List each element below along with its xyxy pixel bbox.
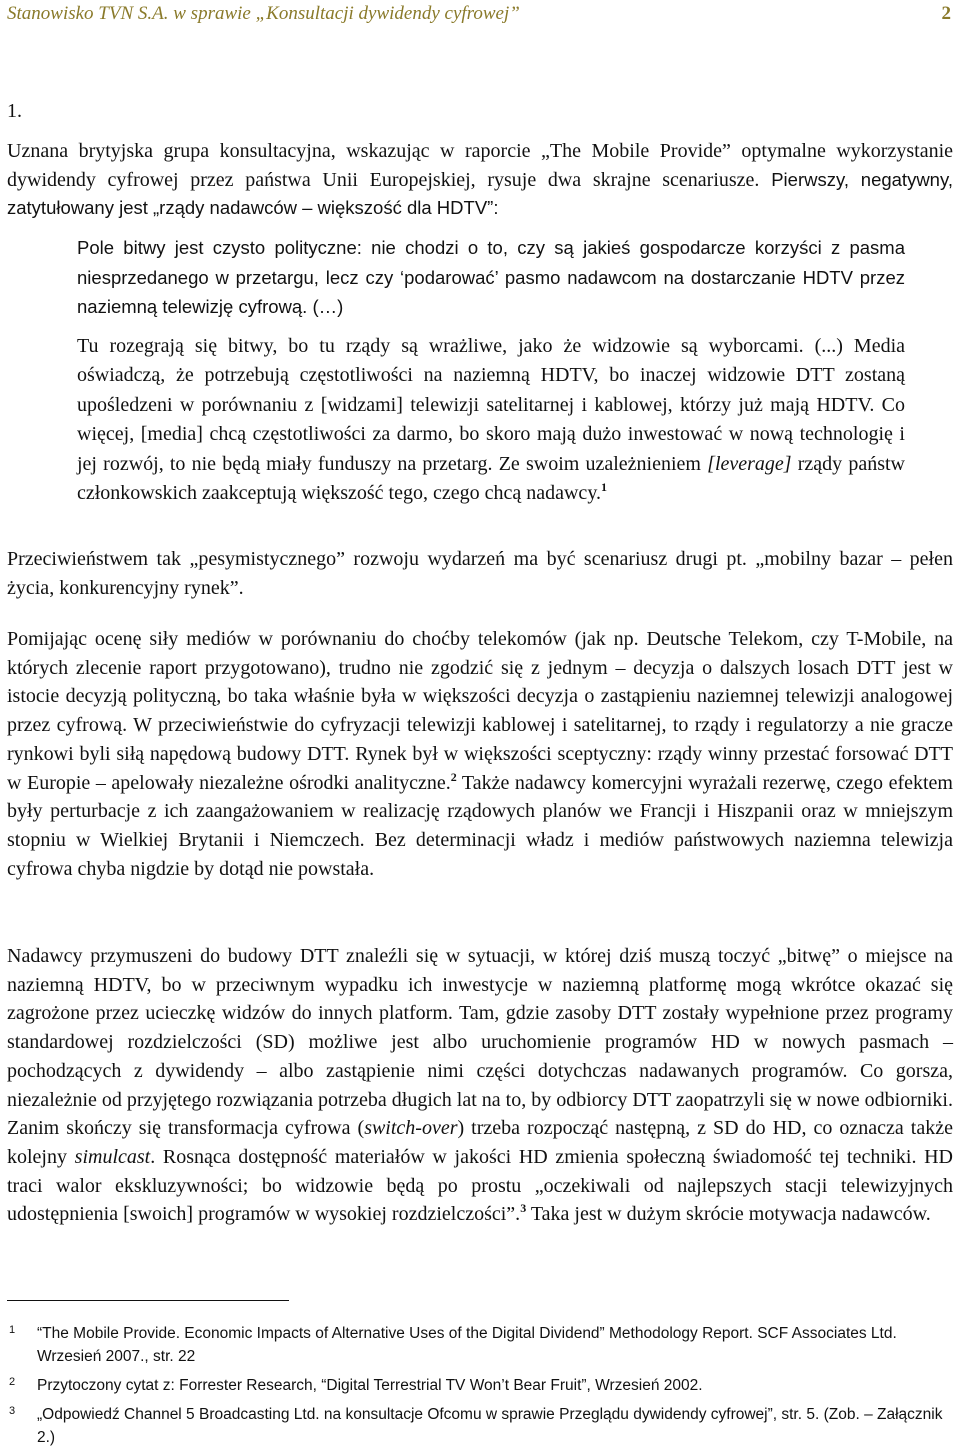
intro-sans-text: Pierwszy, negatywny, zatytułowany jest „rządy nadawców – większość dla HDTV”: (7, 168, 953, 219)
section-number: 1. (7, 100, 22, 122)
footnote-ref-3[interactable]: 3 (520, 1201, 527, 1216)
footnote-ref-1[interactable]: 1 (601, 480, 608, 494)
paragraph-intro (7, 137, 953, 223)
footnotes (7, 1322, 953, 1455)
paragraph-second-scenario: Przeciwieństwem tak „pesymistycznego” rozwoju wydarzeń ma być scenariusz drugi pt. „mobilny bazar – pełen życia, konkurencyjny rynek”. (7, 548, 953, 599)
quote-part-2: Tu rozegrają się bitwy, bo tu rządy są wrażliwe, jako że widzowie są wyborcami. (...) Media oświadczą, że potrzebują częstotliwości na naziemną HDTV, bo inaczej widzowie DTT zostaną upośledzeni w porównaniu z [widzami] telewizji satelitarnej i kablowej, którzy już mają HDTV. Co więcej, [media] chcą częstotliwości za darmo, bo skoro mają dużo inwestować w nową technologię i jej rozwój, to nie będą miały funduszy na przetarg. Ze swoim uzależnieniem [leverage] rządy państw członkowskich zaakceptują większość tego, czego chcą nadawcy.$^1$ (77, 334, 905, 504)
footnote-3: 3 „Odpowiedź Channel 5 Broadcasting Ltd. na konsultacje Ofcomu w sprawie Przeglądu dywidendy cyfrowej”, str. 5. (Zob. – Załącznik 2.) (9, 1405, 943, 1446)
footnote-2: 2 Przytoczony cytat z: Forrester Research, “Digital Terrestrial TV Won’t Bear Fruit”, Wrzesień 2002. (9, 1376, 703, 1394)
paragraph-analysis: Pomijając ocenę siły mediów w porównaniu do choćby telekomów (jak np. Deutsche Telekom, czy T-Mobile, na których zlecenie raport przygotowano), trudno nie zgodzić się z jednym – decyzja o dalszych losach DTT jest w istocie decyzją polityczną, bo taka właśnie była w większości decyzja o zastąpieniu naziemnej telewizji analogowej przez cyfrową. W przeciwieństwie do cyfryzacji telewizji kablowej i satelitarnej, to rządy i regulatorzy a nie gracze rynkowi byli siłą napędową budowy DTT. Rynek był w większości sceptyczny: rządy winny przestać forsować DTT w Europie – apelowały niezależne ośrodki analityczne.$^2$ Także nadawcy komercyjni wyrażali rezerwę, czego efektem były perturbacje z ich zaangażowaniem w realizację rządowych planów we Francji i Hiszpanii oraz w mniejszym stopniu w Wielkiej Brytanii i Niemczech. Bez determinacji władz i mediów państwowych naziemna telewizja cyfrowa chyba nigdzie by dotąd nie powstała. (7, 628, 953, 880)
paragraph-broadcasters: Nadawcy przymuszeni do budowy DTT znaleźli się w sytuacji, w której dziś muszą toczyć „bitwę” o miejsce na naziemną HDTV, bo w przeciwnym wypadku ich inwestycje w naziemną platformę mogą wkrótce okazać się zagrożone przez ucieczkę widzów do innych platform. Tam, gdzie zasoby DTT zostały wypełnione przez programy standardowej rozdzielczości (SD) możliwe jest albo uruchomienie programów HD w nowych pasmach – pochodzących z dywidendy – albo zastąpienie nimi części dotychczas nadawanych programów. Co gorsza, niezależnie od przyjętego rozwiązania potrzeba długich lat na to, by odbiorcy DTT zaopatrzyli się w nowe odbiorniki. Zanim skończy się transformacja cyfrowa (switch-over) trzeba rozpocząć następną, z SD do HD, co oznacza także kolejny simulcast. Rosnąca dostępność materiałów w jakości HD zmienia społeczną świadomość tej techniki. HD traci walor ekskluzywności; bo widzowie będą po prostu „oczekiwali od najlepszych stacji telewizyjnych udostępnienia [swoich] programów w wysokiej rozdzielczości”.$^3$ Taka jest w dużym skrócie motywacja nadawców. (7, 945, 953, 1226)
page-header (7, 3, 953, 33)
block-quote (77, 233, 905, 509)
quote-part-1: Pole bitwy jest czysto polityczne: nie chodzi o to, czy są jakieś gospodarcze korzyści z pasma niesprzedanego w przetargu, lecz czy ‘podarować’ pasmo nadawcom na dostarczanie HDTV przez naziemną telewizję cyfrową. (…) (77, 237, 905, 317)
footnote-ref-2[interactable]: 2 (450, 769, 457, 784)
quote-italic: [leverage] (707, 452, 792, 475)
page-number: 2 (941, 3, 951, 24)
footnote-1: 1 “The Mobile Provide. Economic Impacts of Alternative Uses of the Digital Dividend” Methodology Report. SCF Associates Ltd. Wrzesień 2007., str. 22 (9, 1324, 897, 1365)
footnote-divider (7, 1300, 289, 1301)
header-title: Stanowisko TVN S.A. w sprawie „Konsultacji dywidendy cyfrowej” (7, 3, 520, 24)
intro-text: Uznana brytyjska grupa konsultacyjna, wskazując w raporcie „The Mobile Provide” optymalne wykorzystanie dywidendy cyfrowej przez państwa Unii Europejskiej, rysuje dwa skrajne scenariusze. (7, 140, 953, 191)
